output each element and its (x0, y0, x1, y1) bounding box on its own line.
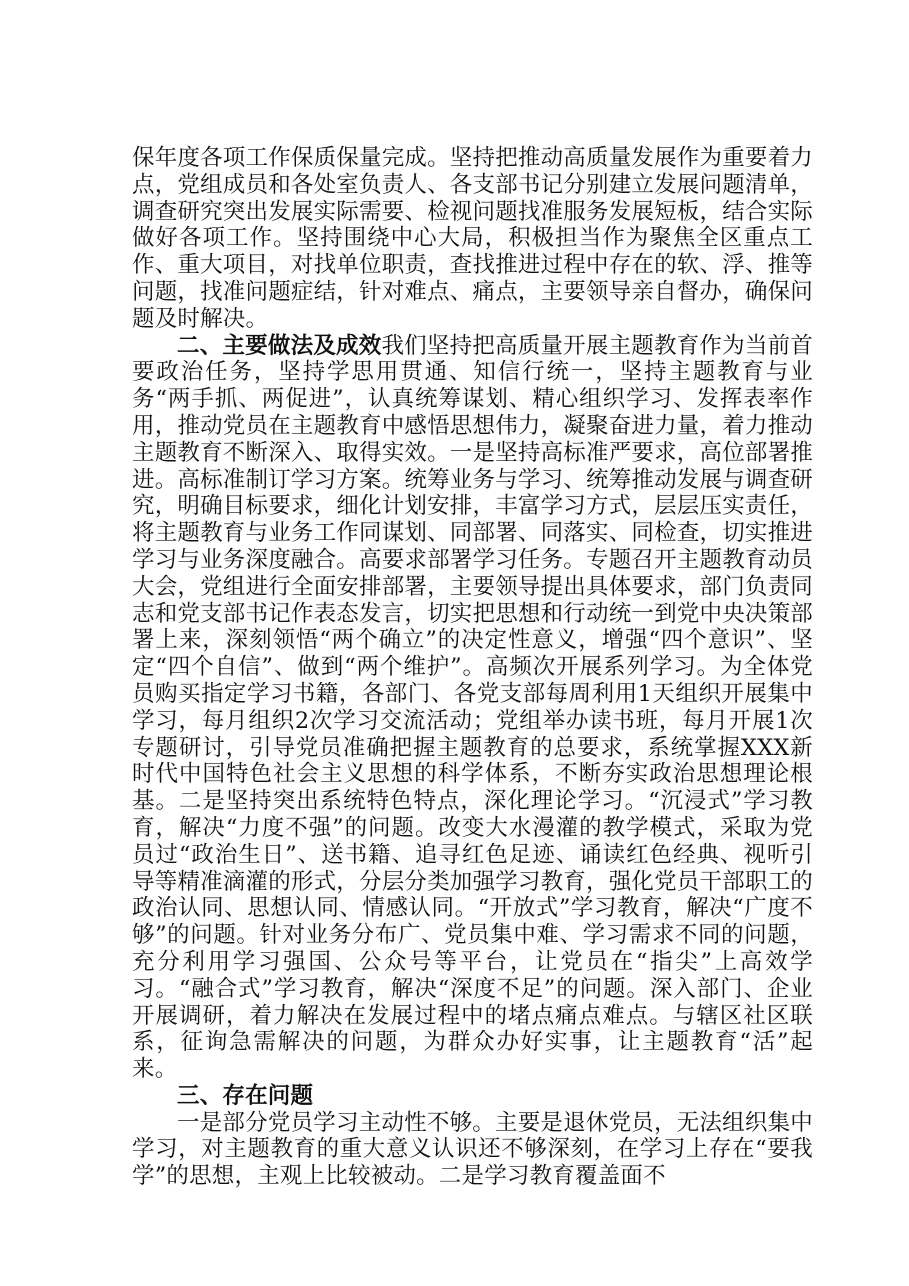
paragraph-1: 保年度各项工作保质保量完成。坚持把推动高质量发展作为重要着力点，党组成员和各处室负责人、各支部书记分别建立发展问题清单，调查研究突出发展实际需要、检视问题找准服务发展短板，结合实际做好各项工作。坚持围绕中心大局，积极担当作为聚焦全区重点工作、重大项目，对找单位职责，查找推进过程中存在的软、浮、推等问题，找准问题症结，针对难点、痛点，主要领导亲自督办，确保问题及时解决。 (132, 145, 814, 332)
document-page (132, 145, 813, 1190)
section-heading-3: 三、存在问题 (177, 1082, 314, 1109)
paragraph-2-body: 我们坚持把高质量开展主题教育作为当前首要政治任务，坚持学思用贯通、知信行统一，坚持主题教育与业务“两手抓、两促进”，认真统筹谋划、精心组织学习、发挥表率作用，推动党员在主题教育中感悟思想伟力，凝聚奋进力量，着力推动主题教育不断深入、取得实效。一是坚持高标准严要求，高位部署推进。高标准制订学习方案。统筹业务与学习、统筹推动发展与调查研究，明确目标要求，细化计划安排，丰富学习方式，层层压实责任，将主题教育与业务工作同谋划、同部署、同落实、同检查，切实推进学习与业务深度融合。高要求部署学习任务。专题召开主题教育动员大会，党组进行全面安排部署，主要领导提出具体要求，部门负责同志和党支部书记作表态发言，切实把思想和行动统一到党中央决策部署上来，深刻领悟“两个确立”的决定性意义，增强“四个意识”、坚定“四个自信”、做到“两个维护”。高频次开展系列学习。为全体党员购买指定学习书籍，各部门、各党支部每周利用1天组织开展集中学习，每月组织2次学习交流活动；党组举办读书班，每月开展1次专题研讨，引导党员准确把握主题教育的总要求，系统掌握XXX新时代中国特色社会主义思想的科学体系，不断夯实政治思想理论根基。二是坚持突出系统特色特点，深化理论学习。“沉浸式”学习教育，解决“力度不强”的问题。改变大水漫灌的教学模式，采取为党员过“政治生日”、送书籍、追寻红色足迹、诵读红色经典、视听引导等精准滴灌的形式，分层分类加强学习教育，强化党员干部职工的政治认同、思想认同、情感认同。“开放式”学习教育，解决“广度不够”的问题。针对业务分布广、党员集中难、学习需求不同的问题，充分利用学习强国、公众号等平台，让党员在“指尖”上高效学习。“融合式”学习教育，解决“深度不足”的问题。深入部门、企业开展调研，着力解决在发展过程中的堵点痛点难点。与辖区社区联系，征询急需解决的问题，为群众办好实事，让主题教育“活”起来。 (132, 332, 814, 1083)
paragraph-2 (132, 333, 813, 1083)
section-heading-3-line (132, 1083, 813, 1110)
paragraph-4: 一是部分党员学习主动性不够。主要是退休党员，无法组织集中学习，对主题教育的重大意义认识还不够深刻，在学习上存在“要我学”的思想，主观上比较被动。二是学习教育覆盖面不 (132, 1109, 813, 1190)
section-heading-2: 二、主要做法及成效 (177, 332, 382, 359)
